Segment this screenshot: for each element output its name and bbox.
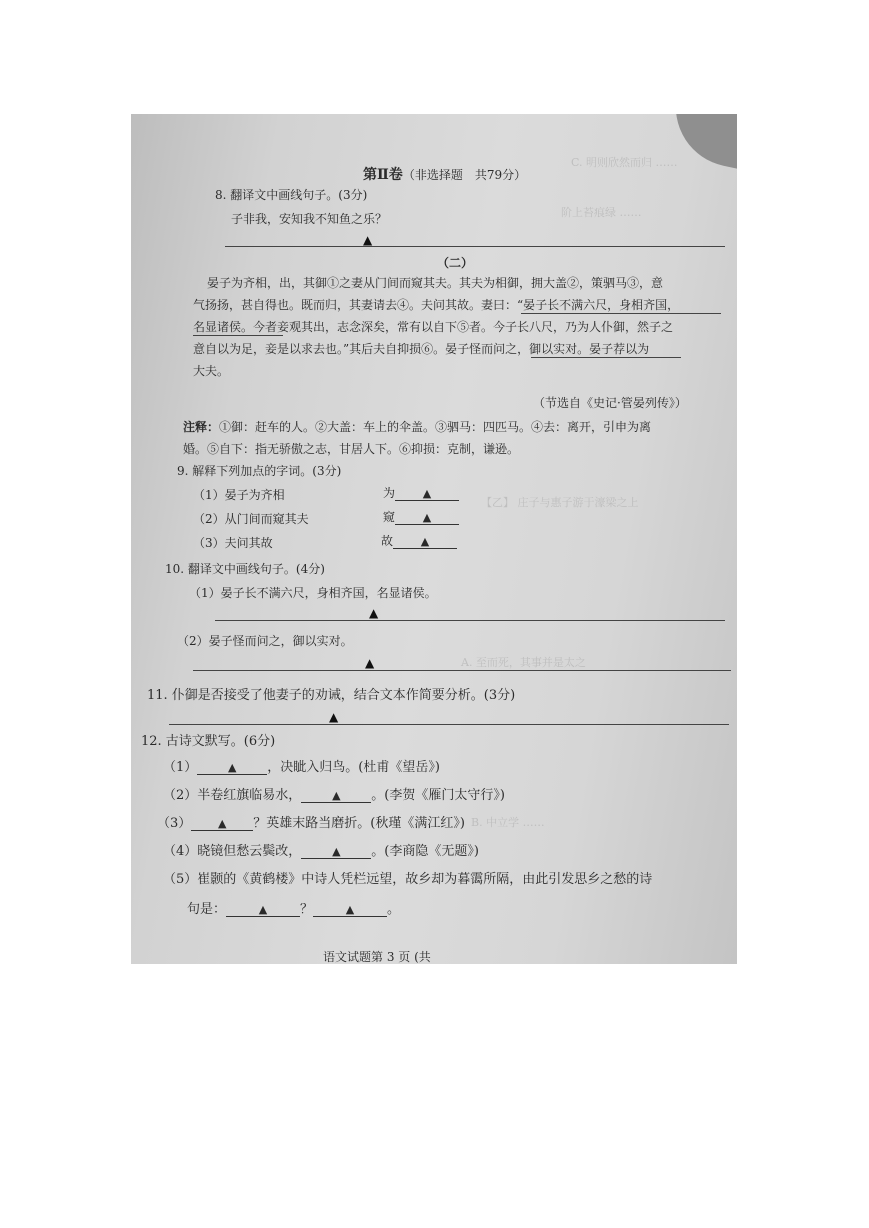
item-text: 晏子长不满六尺，身相齐国，名显诸侯。 [220,586,437,600]
answer-blank[interactable] [395,486,459,501]
underline-mark [531,357,681,358]
q9-item [193,486,285,503]
passage-line: 名显诸侯。今者妾观其出，志念深矣，常有以自下⑤者。今子长八尺，乃为人仆御，然子之 [193,320,674,334]
item-number: （2） [177,634,209,648]
answer-blank[interactable] [301,844,371,859]
answer-blank[interactable] [301,788,371,803]
item-number: （4） [163,844,198,859]
item-text: 晏子怪而问之，御以实对。 [208,634,353,648]
q10-item [177,632,353,649]
target-word: 故 [381,534,394,548]
item-number: （2） [193,512,225,526]
answer-marker-icon: ▲ [369,606,379,620]
bleed-through-text: 阶上苔痕绿 …… [561,206,642,219]
section-header [363,164,526,184]
notes-text: ①御：赶车的人。②大盖：车上的伞盖。③驷马：四匹马。④去：离开，引申为离 [219,420,652,434]
q9-prompt: 9. 解释下列加点的字词。(3分) [177,464,342,478]
item-text: ？ [300,902,314,917]
bleed-through-text: A. 至而死，其事并是太之 [461,656,586,669]
section-note: （非选择题 共79分） [402,168,527,182]
page-footer: 语文试题第 3 页 (共 [323,950,431,964]
q12-item [163,784,505,803]
answer-blank[interactable] [226,902,300,917]
answer-marker-icon: ▲ [365,656,375,670]
q9-item [193,510,309,527]
answer-marker-icon: ▲ [228,761,237,774]
answer-marker-icon: ▲ [363,233,373,247]
item-number: （5） [163,872,198,887]
q10-answer-line [193,670,731,671]
answer-marker-icon: ▲ [218,817,227,830]
q10-answer-line [215,620,725,621]
item-text: ？英雄末路当磨折。(秋瑾《满江红》) [253,816,465,831]
item-text: 晓镜但愁云鬓改， [197,844,302,859]
item-number: （1） [189,586,221,600]
item-text: 。(李商隐《无题》) [371,844,479,859]
item-number: （3） [157,816,192,831]
item-text: 。 [387,902,401,917]
passage-part-label: （二） [437,256,474,270]
q8-prompt: 8. 翻译文中画线句子。(3分) [215,188,368,202]
q12-last-line [187,898,400,917]
item-number: （2） [163,788,198,803]
bleed-through-text: C. 明则欣然而归 …… [571,156,678,169]
underline-mark [193,335,283,336]
notes-label: 注释： [183,420,220,434]
passage-source: （节选自《史记·管晏列传》） [533,396,687,410]
item-number: （1） [193,488,225,502]
target-word: 为 [383,486,396,500]
item-number: （1） [163,760,198,775]
bleed-through-text: 【乙】 庄子与惠子游于濠梁之上 [481,496,639,509]
q8-answer-line [225,246,725,247]
answer-blank[interactable] [197,760,267,775]
bleed-through-text: B. 中立学 …… [471,816,545,829]
passage-notes [183,418,651,435]
item-text: 。(李贺《雁门太守行》) [371,788,505,803]
underline-mark [521,313,721,314]
answer-marker-icon: ▲ [329,710,339,724]
passage-line: 意自以为足，妾是以求去也。”其后夫自抑损⑥。晏子怪而问之，御以实对。晏子荐以为 [193,342,650,356]
answer-marker-icon: ▲ [332,845,341,858]
q11-answer-line [169,724,729,725]
exam-page-photo [131,114,737,964]
section-title: 第Ⅱ卷 [363,167,403,183]
passage-line: 大夫。 [193,364,230,378]
answer-marker-icon: ▲ [332,789,341,802]
q9-answer-slot [383,508,459,525]
q12-item [163,756,440,775]
answer-marker-icon: ▲ [345,903,355,916]
passage-line: 晏子为齐相，出，其御①之妻从门间而窥其夫。其夫为相御，拥大盖②，策驷马③，意 [207,276,664,290]
answer-blank[interactable] [313,902,387,917]
q12-item [163,840,479,859]
answer-marker-icon: ▲ [420,535,430,548]
notes-text-continued: 婚。⑤自下：指无骄傲之志，甘居人下。⑥抑损：克制，谦逊。 [183,442,520,456]
q12-prompt: 12. 古诗文默写。(6分) [141,734,276,749]
item-text: 半卷红旗临易水， [197,788,302,803]
q10-item [189,584,437,601]
item-text: 夫问其故 [224,536,273,550]
target-word: 窥 [383,510,396,524]
q12-item [157,812,465,831]
item-number: （3） [193,536,225,550]
passage-line: 气扬扬，甚自得也。既而归，其妻请去④。夫问其故。妻曰：“晏子长不满六尺，身相齐国， [193,298,680,312]
answer-marker-icon: ▲ [422,487,432,500]
answer-blank[interactable] [393,534,457,549]
answer-blank[interactable] [191,816,253,831]
q9-answer-slot [381,532,457,549]
q9-answer-slot [383,484,459,501]
item-text: ，决眦入归鸟。(杜甫《望岳》) [267,760,440,775]
q12-item [163,868,652,887]
item-text: 晏子为齐相 [224,488,285,502]
answer-blank[interactable] [395,510,459,525]
answer-marker-icon: ▲ [258,903,268,916]
item-text: 从门间而窥其夫 [224,512,309,526]
answer-marker-icon: ▲ [422,511,432,524]
item-text: 崔颢的《黄鹤楼》中诗人凭栏远望，故乡却为暮霭所隔，由此引发思乡之愁的诗 [197,872,653,887]
q11-prompt: 11. 仆御是否接受了他妻子的劝诫，结合文本作简要分析。(3分) [147,688,516,703]
item-text: 句是： [187,902,227,917]
q9-item [193,534,273,551]
q8-sentence: 子非我，安知我不知鱼之乐？ [231,212,388,226]
q10-prompt: 10. 翻译文中画线句子。(4分) [165,562,325,576]
